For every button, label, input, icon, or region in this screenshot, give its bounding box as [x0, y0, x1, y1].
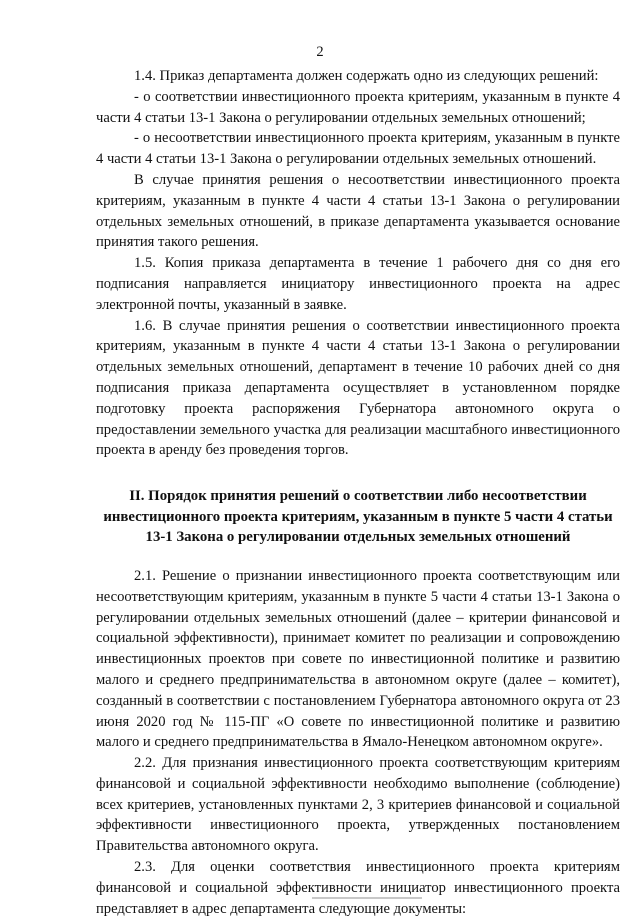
paragraph-1-6: 1.6. В случае принятия решения о соответствии инвестиционного проекта критериям, указанным в пункте 4 части 4 статьи 13-1 Закона о регулировании отдельных земельных отношений, департамент в течение 10 рабочих дней со дня подписания приказа департамента осуществляет в установленном порядке подготовку проекта распоряжения Губернатора автономного округа о предоставлении земельного участка для реализации масштабного инвестиционного проекта в аренду без проведения торгов. [96, 317, 620, 459]
scan-artifact [312, 897, 422, 899]
page-number: 2 [316, 44, 324, 60]
paragraph-2-3: 2.3. Для оценки соответствия инвестиционного проекта критериям финансовой и социальной эффективности инициатор инвестиционного проекта представляет в адрес департамента следующие документы: [96, 859, 620, 917]
paragraph-1-4-option-b: - о несоответствии инвестиционного проекта критериям, указанным в пункте 4 части 4 статьи 13-1 Закона о регулировании отдельных земельных отношений. [96, 130, 620, 168]
section-2-heading: II. Порядок принятия решений о соответствии либо несоответствии инвестиционного проекта критериям, указанным в пункте 5 части 4 статьи 13-1 Закона о регулировании отдельных земельных отношений [103, 488, 613, 546]
paragraph-1-4-rejection-note: В случае принятия решения о несоответствии инвестиционного проекта критериям, указанным в пункте 4 части 4 статьи 13-1 Закона о регулировании отдельных земельных отношений, в приказе департамента указывается основание принятия такого решения. [96, 171, 620, 251]
paragraph-1-4-option-a: - о соответствии инвестиционного проекта критериям, указанным в пункте 4 части 4 статьи 13-1 Закона о регулировании отдельных земельных отношений; [96, 88, 620, 126]
paragraph-1-4: 1.4. Приказ департамента должен содержать одно из следующих решений: [134, 68, 599, 84]
paragraph-2-1: 2.1. Решение о признании инвестиционного проекта соответствующим или несоответствующим критериям, указанным в пункте 5 части 4 статьи 13-1 Закона о регулировании отдельных земельных отношений (далее – критерии финансовой и социальной эффективности), принимает комитет по реализации и сопровождению инвестиционных проектов при совете по инвестиционной политике и развитию малого и среднего предпринимательства в автономном округе (далее – комитет), созданный в соответствии с постановлением Губернатора автономного округа от 23 июня 2020 год № 115-ПГ «О совете по инвестиционной политике и развитию малого и среднего предпринимательства в Ямало-Ненецком автономном округе». [96, 567, 620, 751]
paragraph-2-2: 2.2. Для признания инвестиционного проекта соответствующим критериям финансовой и социальной эффективности необходимо выполнение (соблюдение) всех критериев, установленных пунктами 2, 3 критериев финансовой и социальной эффективности инвестиционного проекта, утвержденных постановлением Правительства автономного округа. [96, 755, 620, 855]
paragraph-1-5: 1.5. Копия приказа департамента в течение 1 рабочего дня со дня его подписания направляется инициатору инвестиционного проекта на адрес электронной почты, указанный в заявке. [96, 255, 620, 313]
document-body [96, 66, 620, 919]
